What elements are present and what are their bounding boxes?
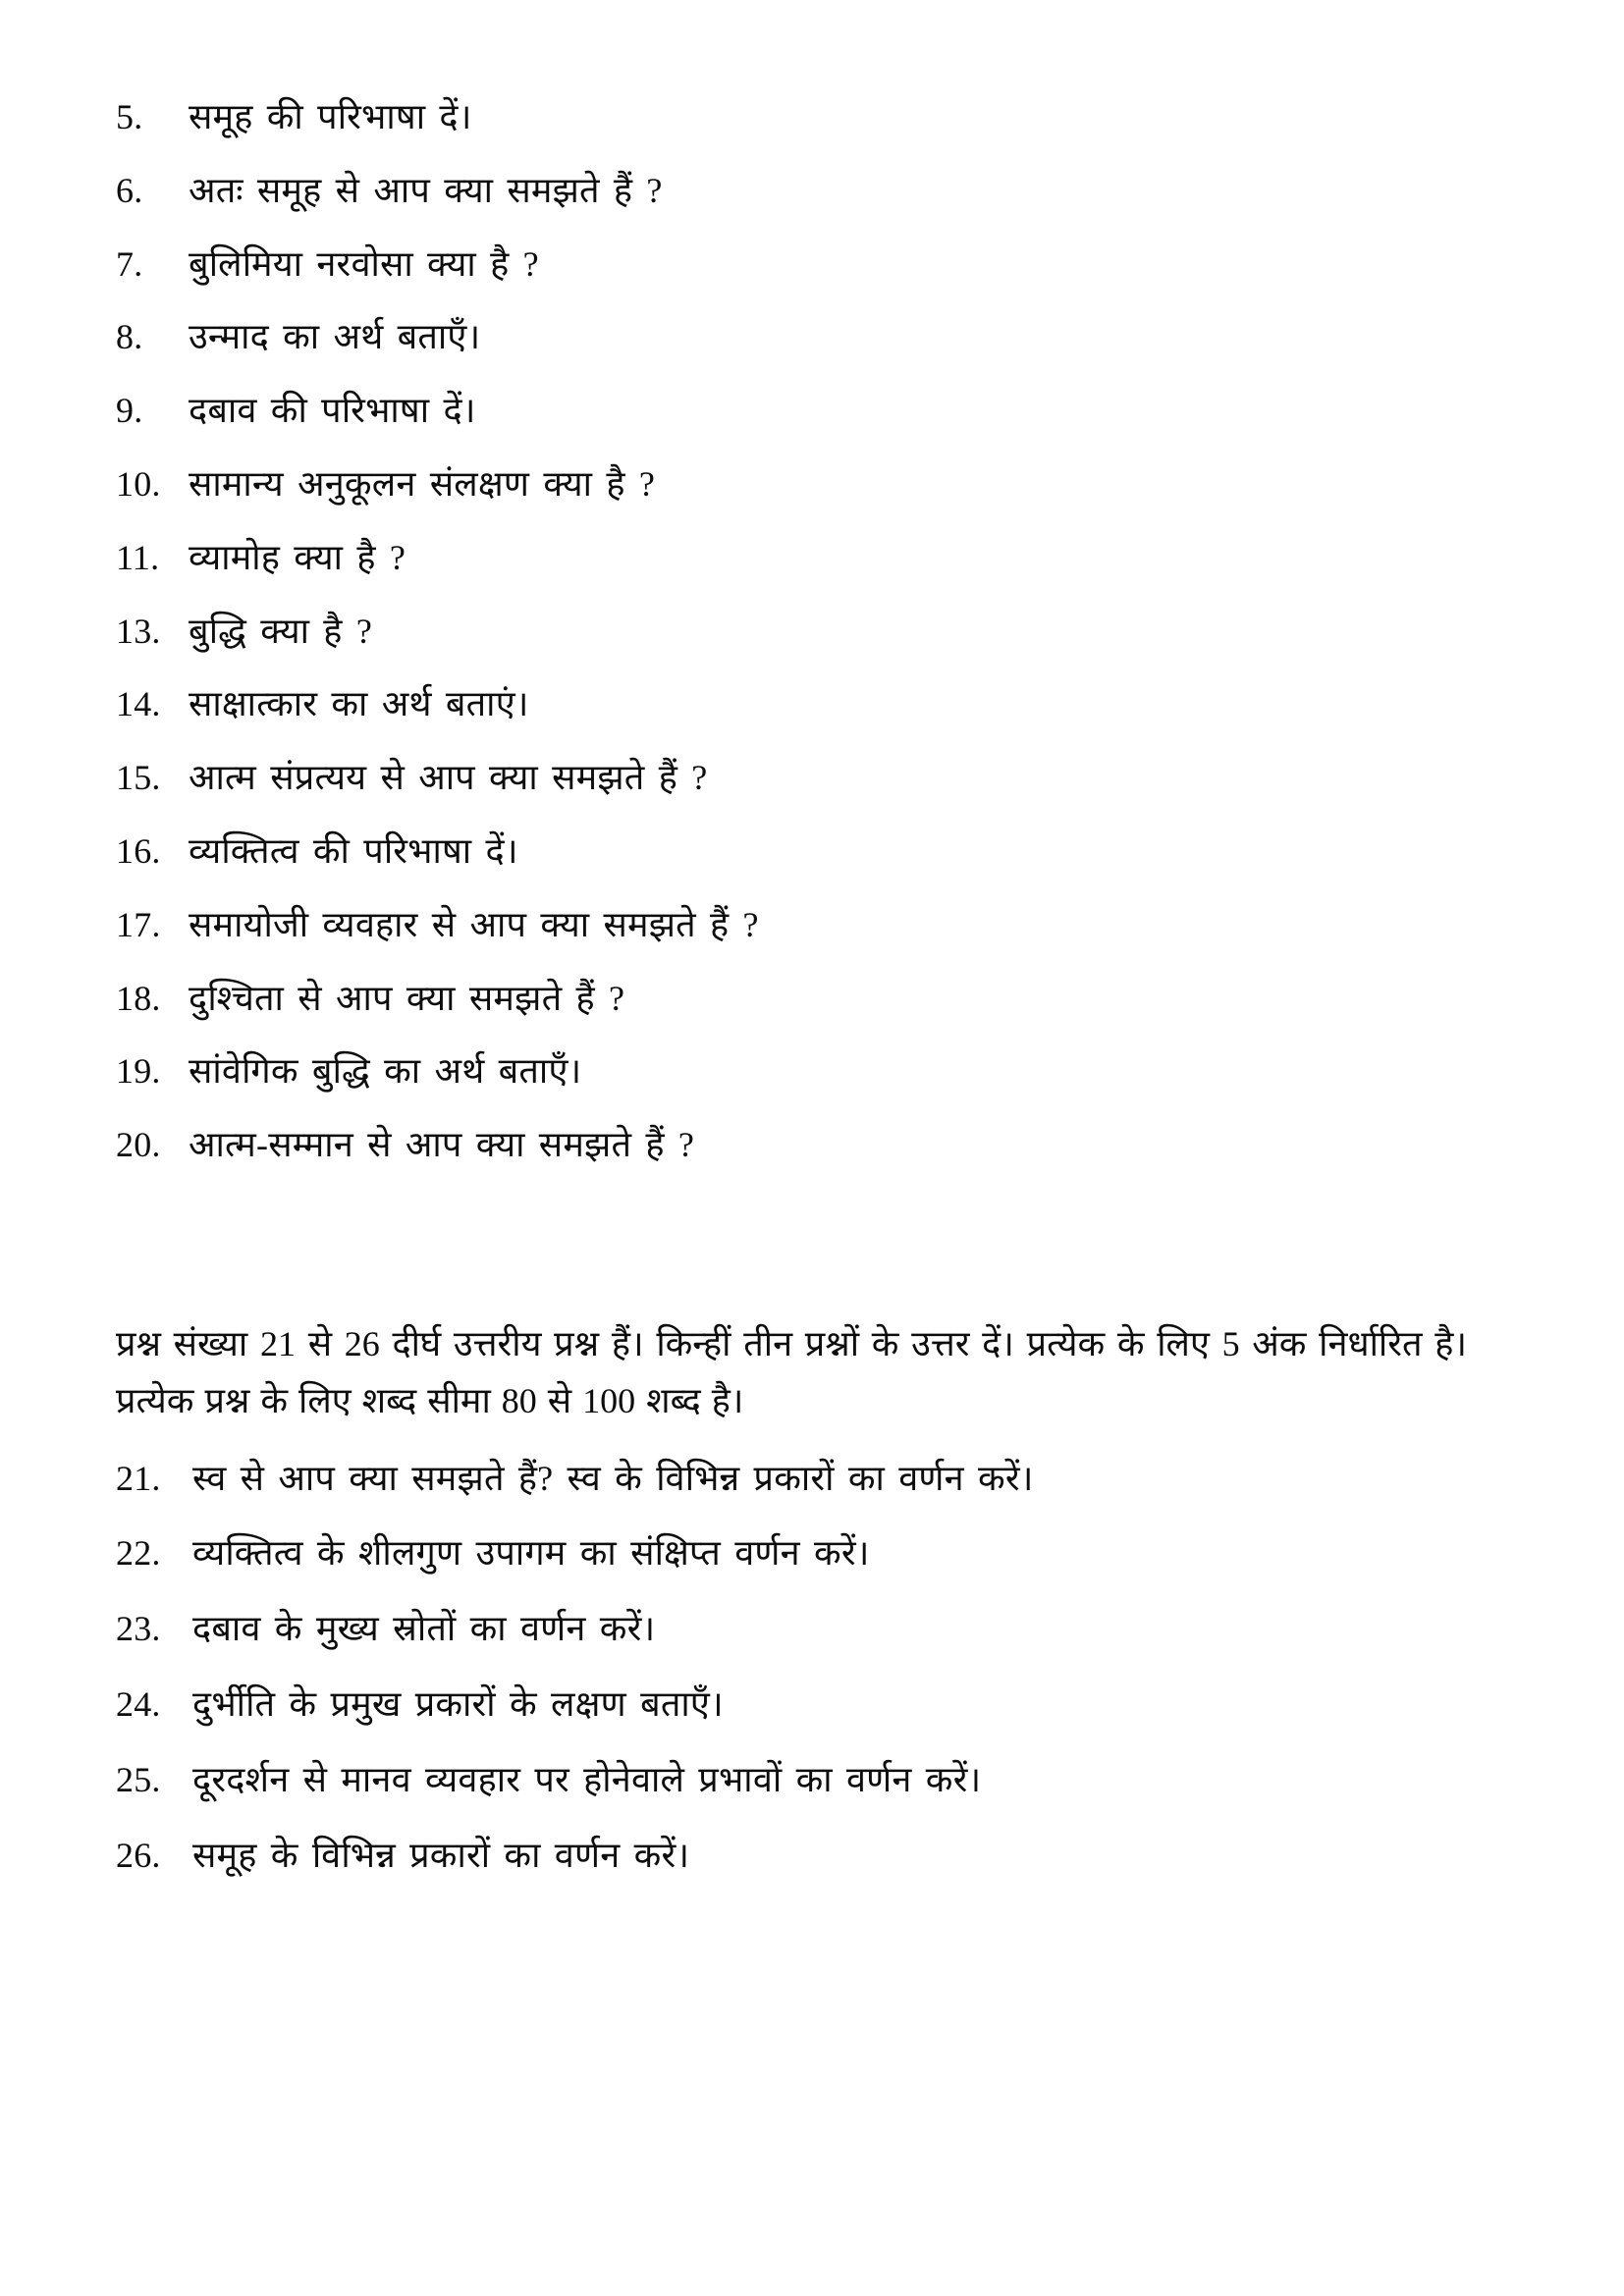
question-text: दबाव की परिभाषा दें। — [189, 391, 476, 431]
question-item — [116, 168, 1477, 214]
question-number: 16. — [116, 830, 161, 871]
question-text: समायोजी व्यवहार से आप क्या समझते हैं ? — [189, 904, 759, 944]
question-number: 24. — [116, 1683, 161, 1724]
question-text: बुलिमिया नरवोसा क्या है ? — [189, 243, 539, 284]
question-item — [116, 314, 1477, 360]
question-text: व्यक्तित्व की परिभाषा दें। — [189, 830, 518, 871]
question-item — [116, 755, 1477, 801]
question-item — [116, 1048, 1477, 1095]
question-text: दबाव के मुख्य स्रोतों का वर्णन करें। — [192, 1609, 656, 1649]
question-text: व्यामोह क्या है ? — [189, 537, 406, 577]
question-text: आत्म संप्रत्यय से आप क्या समझते हैं ? — [189, 758, 708, 798]
short-answer-question-list — [116, 94, 1477, 1168]
question-text: समूह की परिभाषा दें। — [189, 97, 472, 136]
question-text: दूरदर्शन से मानव व्यवहार पर होनेवाले प्रभावों का वर्णन करें। — [192, 1759, 982, 1799]
question-number: 8. — [116, 317, 143, 357]
section-spacer — [116, 1196, 1477, 1315]
question-item — [116, 902, 1477, 948]
question-item — [116, 1530, 1477, 1576]
question-item — [116, 1122, 1477, 1168]
question-text: सांवेगिक बुद्धि का अर्थ बताएँ। — [189, 1051, 582, 1092]
question-item — [116, 1757, 1477, 1803]
question-number: 20. — [116, 1125, 161, 1165]
question-item — [116, 94, 1477, 140]
question-text: उन्माद का अर्थ बताएँ। — [189, 317, 481, 357]
question-text: दुर्भीति के प्रमुख प्रकारों के लक्षण बताएँ। — [192, 1683, 724, 1724]
question-item — [116, 609, 1477, 655]
question-item — [116, 535, 1477, 581]
question-item — [116, 1456, 1477, 1502]
question-number: 25. — [116, 1759, 161, 1799]
question-number: 22. — [116, 1533, 161, 1574]
question-text: स्व से आप क्या समझते हैं? स्व के विभिन्न प्रकारों का वर्णन करें। — [192, 1458, 1034, 1498]
question-text: आत्म-सम्मान से आप क्या समझते हैं ? — [189, 1125, 695, 1165]
question-item — [116, 976, 1477, 1022]
long-section-instruction: प्रश्न संख्या 21 से 26 दीर्घ उत्तरीय प्रश्न हैं। किन्हीं तीन प्रश्नों के उत्तर दें। प्रत्येक के लिए 5 अंक निर्धारित है। प्रत्येक प्रश्न के लिए शब्द सीमा 80 से 100 शब्द है। — [116, 1323, 1467, 1421]
question-item — [116, 388, 1477, 434]
question-text: व्यक्तित्व के शीलगुण उपागम का संक्षिप्त वर्णन करें। — [192, 1533, 870, 1574]
question-number: 9. — [116, 391, 143, 431]
question-text: अतः समूह से आप क्या समझते हैं ? — [189, 170, 663, 210]
question-text: बुद्धि क्या है ? — [189, 611, 373, 651]
question-number: 21. — [116, 1458, 161, 1498]
question-item — [116, 461, 1477, 507]
question-number: 17. — [116, 904, 161, 944]
question-number: 26. — [116, 1835, 161, 1875]
question-item — [116, 1682, 1477, 1728]
question-text: सामान्य अनुकूलन संलक्षण क्या है ? — [189, 463, 656, 504]
question-item — [116, 241, 1477, 288]
question-number: 6. — [116, 170, 143, 210]
question-number: 23. — [116, 1609, 161, 1649]
question-number: 5. — [116, 97, 143, 136]
question-item — [116, 828, 1477, 875]
question-number: 15. — [116, 758, 161, 798]
question-number: 7. — [116, 243, 143, 284]
question-text: समूह के विभिन्न प्रकारों का वर्णन करें। — [192, 1835, 690, 1875]
question-number: 19. — [116, 1051, 161, 1092]
question-item — [116, 1833, 1477, 1879]
question-item — [116, 1606, 1477, 1652]
question-item — [116, 681, 1477, 727]
question-number: 14. — [116, 684, 161, 724]
question-number: 13. — [116, 611, 161, 651]
question-text: दुश्चिता से आप क्या समझते हैं ? — [189, 978, 625, 1018]
question-text: साक्षात्कार का अर्थ बताएं। — [189, 684, 529, 724]
question-number: 18. — [116, 978, 161, 1018]
question-number: 11. — [116, 537, 160, 577]
question-number: 10. — [116, 463, 161, 504]
long-answer-question-list — [116, 1456, 1477, 1879]
